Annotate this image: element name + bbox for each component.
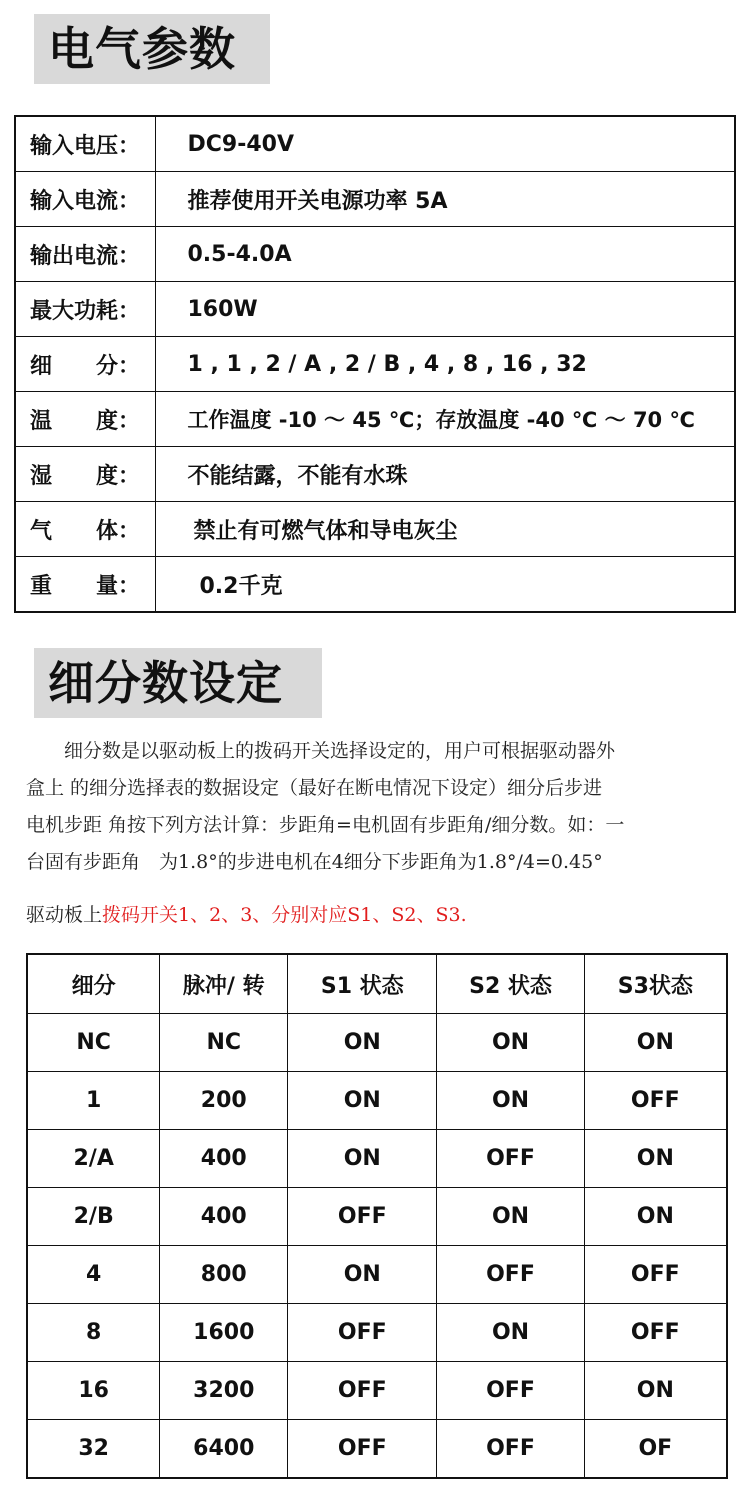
spec-label — [15, 337, 155, 392]
electrical-params-table — [14, 115, 736, 613]
spec-label — [15, 447, 155, 502]
spec-label: 最大功耗： — [15, 282, 155, 337]
table-cell: ON — [584, 1130, 727, 1188]
spec-value: 不能结露，不能有水珠 — [155, 447, 735, 502]
table-cell: NC — [27, 1014, 160, 1072]
table-cell: OFF — [437, 1246, 584, 1304]
table-cell: 8 — [27, 1304, 160, 1362]
spec-label-char: 温 — [30, 408, 53, 434]
spec-value: 禁止有可燃气体和导电灰尘 — [155, 502, 735, 557]
table-cell: OFF — [584, 1072, 727, 1130]
table-cell: ON — [288, 1246, 437, 1304]
table-cell: 2/B — [27, 1188, 160, 1246]
dip-switch-note-highlight: 拨码开关1、2、3、分别对应S1、S2、S3. — [102, 904, 467, 926]
table-row — [27, 1188, 727, 1246]
spec-value: 0.5-4.0A — [155, 227, 735, 282]
table-cell: OF — [584, 1420, 727, 1479]
dip-switch-note — [26, 900, 467, 927]
table-cell: ON — [437, 1304, 584, 1362]
table-cell: OFF — [288, 1188, 437, 1246]
col-header-pulses: 脉冲/ 转 — [160, 954, 288, 1014]
table-cell: ON — [584, 1014, 727, 1072]
table-row — [27, 1130, 727, 1188]
table-row — [27, 1420, 727, 1479]
table-cell: 32 — [27, 1420, 160, 1479]
table-cell: 200 — [160, 1072, 288, 1130]
table-row — [27, 1304, 727, 1362]
table-cell: OFF — [288, 1420, 437, 1479]
spec-label-char: 分： — [95, 353, 140, 379]
spec-row-weight — [15, 557, 735, 613]
spec-label-char: 度： — [95, 408, 140, 434]
table-cell: NC — [160, 1014, 288, 1072]
spec-label: 输入电压： — [15, 116, 155, 172]
table-cell: OFF — [437, 1362, 584, 1420]
table-cell: 16 — [27, 1362, 160, 1420]
table-cell: OFF — [584, 1246, 727, 1304]
table-header-row — [27, 954, 727, 1014]
intro-line: 台固有步距角 为1.8°的步进电机在4细分下步距角为1.8°/4=0.45° — [26, 851, 603, 873]
table-row — [27, 1072, 727, 1130]
table-row — [27, 1014, 727, 1072]
table-cell: ON — [288, 1072, 437, 1130]
electrical-params-heading: 电气参数 — [34, 14, 270, 84]
spec-label: 输入电流： — [15, 172, 155, 227]
table-cell: ON — [437, 1014, 584, 1072]
spec-value: 工作温度 -10 ～ 45 ℃；存放温度 -40 ℃ ～ 70 ℃ — [155, 392, 735, 447]
table-cell: ON — [437, 1072, 584, 1130]
spec-row-output-current — [15, 227, 735, 282]
spec-row-humidity — [15, 447, 735, 502]
table-cell: 400 — [160, 1188, 288, 1246]
col-header-s1: S1 状态 — [288, 954, 437, 1014]
spec-value: DC9-40V — [155, 116, 735, 172]
col-header-s2: S2 状态 — [437, 954, 584, 1014]
table-cell: OFF — [437, 1420, 584, 1479]
table-cell: ON — [584, 1188, 727, 1246]
table-cell: 2/A — [27, 1130, 160, 1188]
spec-label-char: 体： — [95, 518, 140, 544]
spec-label-char: 度： — [95, 463, 140, 489]
spec-label-char: 气 — [30, 518, 53, 544]
spec-row-temperature — [15, 392, 735, 447]
intro-line: 盒上 的细分选择表的数据设定（最好在断电情况下设定）细分后步进 — [26, 777, 603, 799]
microstep-table — [26, 953, 728, 1479]
table-cell: 400 — [160, 1130, 288, 1188]
table-cell: 1 — [27, 1072, 160, 1130]
table-cell: ON — [584, 1362, 727, 1420]
spec-row-microstep — [15, 337, 735, 392]
table-cell: OFF — [288, 1304, 437, 1362]
microstep-heading: 细分数设定 — [34, 648, 322, 718]
spec-label-char: 量： — [95, 573, 140, 599]
spec-label — [15, 557, 155, 613]
table-cell: OFF — [437, 1130, 584, 1188]
spec-label-char: 细 — [30, 353, 53, 379]
table-cell: ON — [288, 1130, 437, 1188]
spec-label: 输出电流： — [15, 227, 155, 282]
table-cell: OFF — [288, 1362, 437, 1420]
spec-value: 推荐使用开关电源功率 5A — [155, 172, 735, 227]
spec-label — [15, 502, 155, 557]
dip-switch-note-prefix: 驱动板上 — [26, 904, 103, 926]
spec-row-input-current — [15, 172, 735, 227]
intro-line: 电机步距 角按下列方法计算：步距角=电机固有步距角/细分数。如：一 — [26, 814, 625, 836]
table-cell: 1600 — [160, 1304, 288, 1362]
spec-value: 160W — [155, 282, 735, 337]
spec-label-char: 湿 — [30, 463, 53, 489]
spec-label-char: 重 — [30, 573, 53, 599]
spec-row-max-power — [15, 282, 735, 337]
intro-line: 细分数是以驱动板上的拨码开关选择设定的，用户可根据驱动器外 — [64, 740, 616, 762]
spec-label — [15, 392, 155, 447]
spec-value: 0.2千克 — [155, 557, 735, 613]
spec-value: 1 , 1 , 2 / A , 2 / B , 4 , 8 , 16 , 32 — [155, 337, 735, 392]
table-cell: ON — [288, 1014, 437, 1072]
table-cell: 4 — [27, 1246, 160, 1304]
microstep-intro-paragraph — [26, 733, 726, 881]
table-row — [27, 1246, 727, 1304]
spec-row-input-voltage — [15, 116, 735, 172]
col-header-s3: S3状态 — [584, 954, 727, 1014]
table-cell: 800 — [160, 1246, 288, 1304]
spec-row-gas — [15, 502, 735, 557]
col-header-microstep: 细分 — [27, 954, 160, 1014]
table-cell: 6400 — [160, 1420, 288, 1479]
table-cell: ON — [437, 1188, 584, 1246]
table-cell: 3200 — [160, 1362, 288, 1420]
table-row — [27, 1362, 727, 1420]
table-cell: OFF — [584, 1304, 727, 1362]
